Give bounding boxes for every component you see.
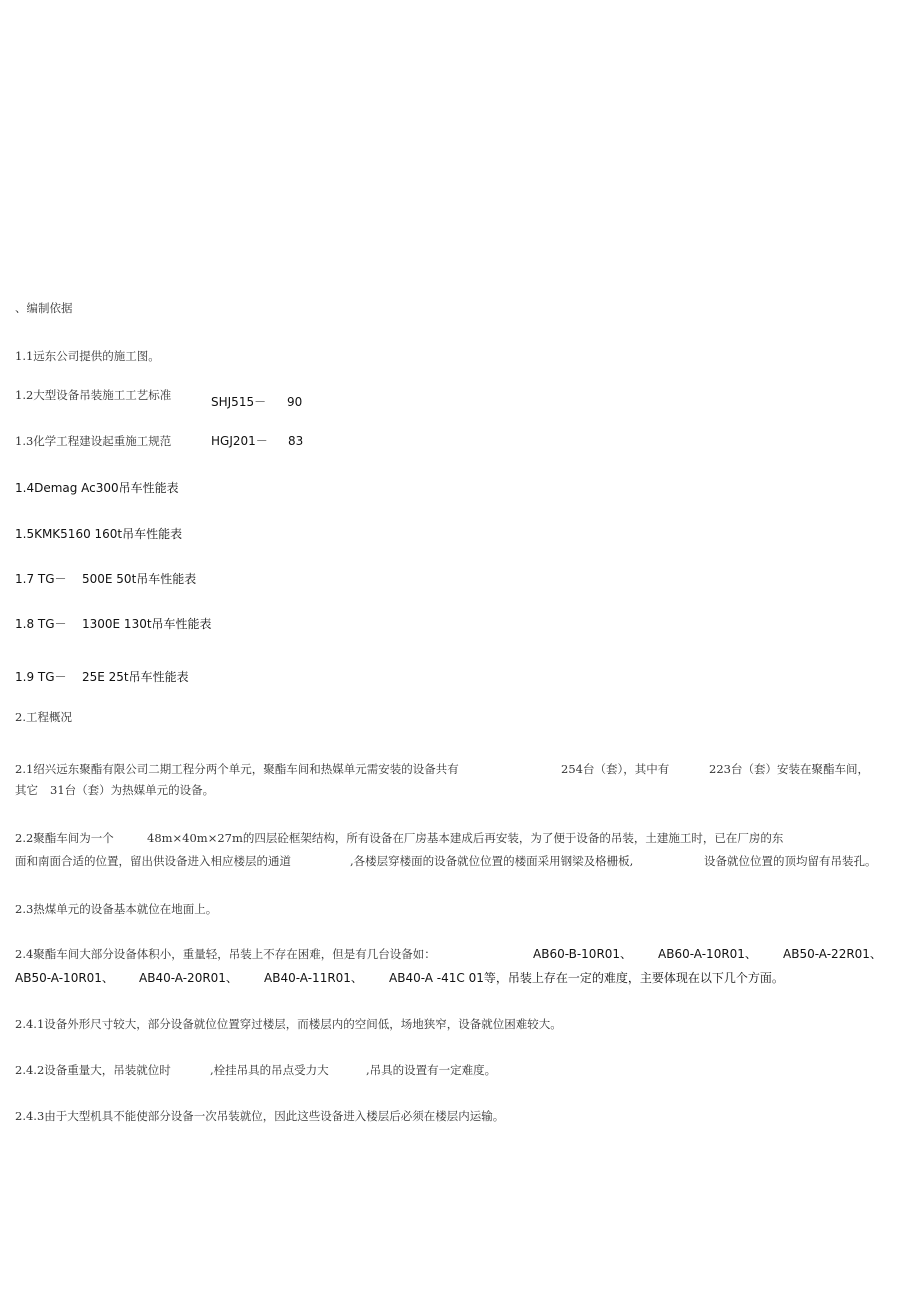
para-2-3: 2.3热煤单元的设备基本就位在地面上。 (15, 902, 218, 916)
section-heading-overview: 2.工程概况 (15, 710, 72, 724)
para-2-2-part-b: 48m×40m×27m的四层砼框架结构，所有设备在厂房基本建成后再安装，为了便于设备的吊装，土建施工时，已在厂房的东 (147, 831, 784, 845)
basis-item-1-7-prefix: 1.7 TG－ (15, 572, 67, 586)
para-2-1-part-c: 223台（套）安装在聚酯车间， (709, 762, 869, 776)
para-2-1-part-a: 2.1绍兴远东聚酯有限公司二期工程分两个单元，聚酯车间和热媒单元需安装的设备共有 (15, 762, 459, 776)
para-2-4-equip-6: AB40-A-11R01、 (264, 971, 363, 985)
para-2-1-part-d: 其它 (15, 783, 38, 797)
basis-item-1-4: 1.4Demag Ac300吊车性能表 (15, 481, 179, 495)
para-2-2-part-a: 2.2聚酯车间为一个 (15, 831, 114, 845)
basis-item-1-3-title: 1.3化学工程建设起重施工规范 (15, 434, 172, 448)
para-2-4-2-part-b: ,栓挂吊具的吊点受力大 (210, 1063, 329, 1077)
para-2-4-2-part-a: 2.4.2设备重量大，吊装就位时 (15, 1063, 171, 1077)
basis-item-1-8-prefix: 1.8 TG－ (15, 617, 67, 631)
basis-item-1-7-body: 500E 50t吊车性能表 (82, 572, 197, 586)
para-2-4-equip-3: AB50-A-22R01、 (783, 947, 882, 961)
para-2-4-3: 2.4.3由于大型机具不能使部分设备一次吊装就位，因此这些设备进入楼层后必须在楼层内运输。 (15, 1109, 505, 1123)
basis-item-1-1: 1.1远东公司提供的施工图。 (15, 349, 160, 363)
para-2-4-1: 2.4.1设备外形尺寸较大，部分设备就位位置穿过楼层，而楼层内的空间低，场地狭窄，设备就位困难较大。 (15, 1017, 562, 1031)
para-2-4-equip-4: AB50-A-10R01、 (15, 971, 114, 985)
para-2-4-part-a: 2.4聚酯车间大部分设备体积小，重量轻，吊装上不存在困难，但是有几台设备如： (15, 947, 436, 961)
para-2-4-2-part-c: ,吊具的设置有一定难度。 (366, 1063, 497, 1077)
basis-item-1-2-year: 90 (287, 395, 303, 409)
basis-item-1-9-body: 25E 25t吊车性能表 (82, 670, 189, 684)
basis-item-1-2-code: SHJ515－ (211, 395, 267, 409)
basis-item-1-8-body: 1300E 130t吊车性能表 (82, 617, 212, 631)
basis-item-1-9-prefix: 1.9 TG－ (15, 670, 67, 684)
para-2-2-part-e: 设备就位位置的顶均留有吊装孔。 (704, 854, 877, 868)
para-2-1-part-e: 31台（套）为热媒单元的设备。 (50, 783, 215, 797)
section-heading-basis: 、编制依据 (15, 301, 73, 315)
para-2-4-equip-7-tail: AB40-A -41C 01等，吊装上存在一定的难度，主要体现在以下几个方面。 (389, 971, 784, 985)
para-2-2-part-d: ,各楼层穿楼面的设备就位位置的楼面采用钢梁及格栅板, (350, 854, 634, 868)
para-2-4-equip-1: AB60-B-10R01、 (533, 947, 633, 961)
para-2-1-part-b: 254台（套），其中有 (561, 762, 670, 776)
para-2-4-equip-5: AB40-A-20R01、 (139, 971, 238, 985)
basis-item-1-5: 1.5KMK5160 160t吊车性能表 (15, 527, 183, 541)
para-2-4-equip-2: AB60-A-10R01、 (658, 947, 757, 961)
basis-item-1-2-title: 1.2大型设备吊装施工工艺标准 (15, 388, 172, 402)
basis-item-1-3-year: 83 (288, 434, 304, 448)
basis-item-1-3-code: HGJ201－ (211, 434, 268, 448)
para-2-2-part-c: 面和南面合适的位置，留出供设备进入相应楼层的通道 (15, 854, 291, 868)
